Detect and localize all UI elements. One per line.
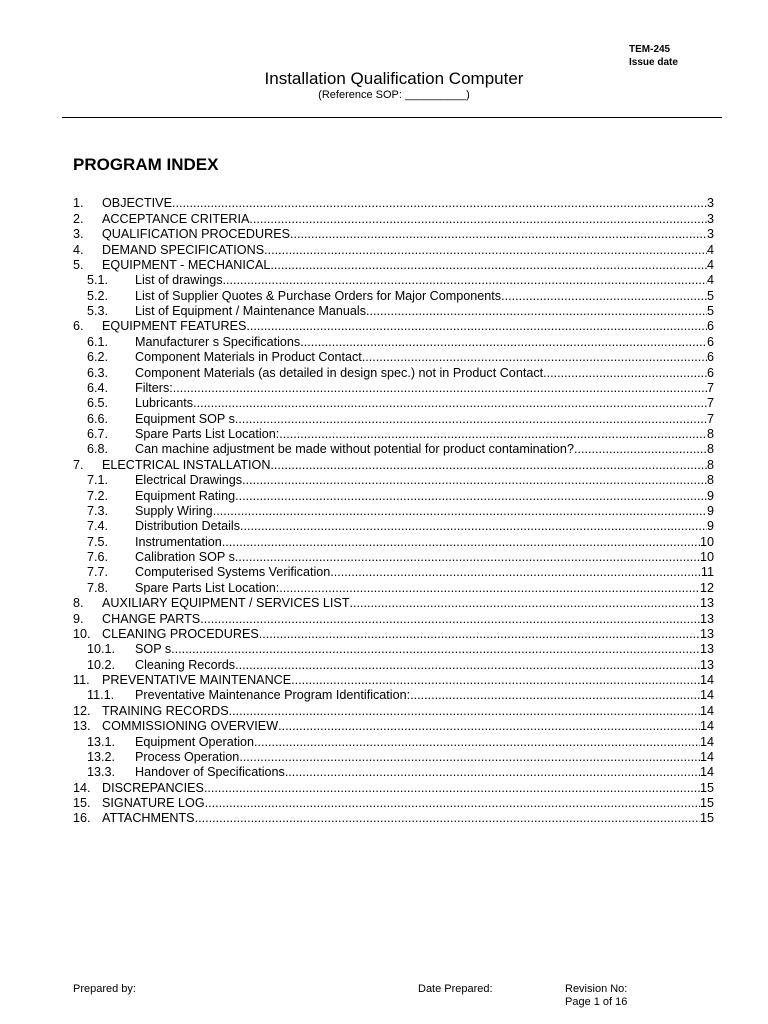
- toc-entry-page: 9: [706, 519, 714, 534]
- toc-entry-number: 5.: [73, 257, 84, 272]
- toc-entry-number: 10.2.: [87, 657, 116, 672]
- toc-dot-leader: [264, 243, 707, 258]
- toc-dot-leader: [223, 273, 707, 288]
- toc-entry-number: 9.: [73, 611, 84, 626]
- toc-entry[interactable]: [73, 811, 714, 826]
- toc-entry-page: 9: [706, 488, 714, 503]
- toc-entry-page: 7: [706, 396, 714, 411]
- toc-entry-label: Filters:: [135, 380, 173, 395]
- toc-entry[interactable]: [73, 304, 714, 319]
- toc-entry-number: 7.7.: [87, 565, 109, 580]
- footer-revision-no: Revision No:: [565, 983, 628, 995]
- toc-dot-leader: [300, 335, 707, 350]
- toc-entry-page: 14: [699, 673, 714, 687]
- toc-entry[interactable]: [73, 580, 714, 595]
- toc-dot-leader: [222, 535, 700, 550]
- toc-entry-page: 4: [706, 242, 714, 257]
- toc-entry-page: 7: [706, 380, 714, 395]
- toc-entry-label: Cleaning Records: [135, 657, 236, 672]
- toc-entry-page: 6: [706, 365, 714, 380]
- toc-entry-page: 15: [699, 796, 714, 810]
- table-of-contents: [73, 196, 714, 826]
- toc-entry-page: 12: [699, 580, 714, 595]
- toc-entry-label: Equipment SOP s: [135, 411, 235, 426]
- document-title: Installation Qualification Computer: [264, 69, 524, 88]
- toc-entry-label: DEMAND SPECIFICATIONS: [102, 242, 265, 257]
- toc-dot-leader: [195, 811, 700, 826]
- toc-dot-leader: [204, 781, 700, 796]
- toc-entry-label: Equipment Operation: [135, 734, 255, 749]
- toc-entry-number: 11.: [73, 673, 90, 687]
- toc-entry-number: 5.3.: [87, 304, 109, 318]
- toc-entry[interactable]: [73, 657, 714, 672]
- toc-entry-label: List of Equipment / Maintenance Manuals.: [135, 304, 370, 318]
- toc-dot-leader: [290, 227, 707, 242]
- toc-entry[interactable]: [73, 411, 714, 426]
- toc-dot-leader: [370, 304, 707, 319]
- toc-entry-page: 13: [699, 642, 714, 657]
- toc-entry-page: 4: [706, 257, 714, 272]
- toc-entry-page: 8: [706, 457, 714, 472]
- toc-entry-label: Calibration SOP s: [135, 550, 235, 564]
- toc-entry[interactable]: [73, 488, 714, 503]
- toc-dot-leader: [239, 750, 700, 765]
- toc-entry-label: CLEANING PROCEDURES: [102, 626, 259, 641]
- toc-entry[interactable]: [73, 334, 714, 349]
- toc-entry-page: 3: [706, 196, 714, 211]
- toc-entry-page: 13: [699, 657, 714, 672]
- toc-entry[interactable]: [73, 765, 714, 780]
- toc-entry-label: CHANGE PARTS: [102, 611, 201, 626]
- toc-entry-page: 7: [706, 411, 714, 426]
- toc-entry-page: 14: [699, 703, 714, 718]
- toc-dot-leader: [235, 658, 700, 673]
- toc-entry-number: 3.: [73, 227, 84, 242]
- toc-entry-number: 7.8.: [87, 580, 109, 595]
- toc-entry-label: Distribution Details: [135, 519, 240, 534]
- section-title: PROGRAM INDEX: [73, 155, 219, 174]
- toc-entry[interactable]: [73, 504, 714, 519]
- toc-entry[interactable]: [73, 427, 714, 442]
- toc-entry-label: Manufacturer s Specifications: [135, 334, 301, 349]
- toc-entry-label: List of Supplier Quotes & Purchase Orders for Major Components: [135, 288, 502, 303]
- toc-dot-leader: [246, 319, 707, 334]
- toc-entry-label: AUXILIARY EQUIPMENT / SERVICES LIST: [102, 596, 350, 611]
- toc-entry-number: 12.: [73, 703, 91, 718]
- toc-entry-page: 14: [699, 765, 714, 780]
- toc-entry-number: 13.2.: [87, 749, 116, 764]
- toc-entry-number: 6.8.: [87, 442, 109, 457]
- toc-entry-page: 11: [700, 565, 714, 580]
- toc-entry-label: QUALIFICATION PROCEDURES: [102, 227, 290, 242]
- toc-entry-page: 14: [699, 719, 714, 734]
- toc-dot-leader: [278, 719, 700, 734]
- toc-dot-leader: [200, 612, 700, 627]
- toc-entry[interactable]: [73, 627, 714, 642]
- toc-entry-number: 7.: [73, 457, 84, 472]
- toc-dot-leader: [229, 704, 700, 719]
- toc-entry-page: 6: [706, 350, 714, 365]
- toc-entry-label: Equipment Rating: [135, 488, 236, 503]
- toc-entry[interactable]: [73, 242, 714, 257]
- toc-entry-number: 7.5.: [87, 534, 109, 549]
- toc-dot-leader: [270, 458, 707, 473]
- toc-entry-label: COMMISSIONING OVERVIEW: [102, 719, 279, 734]
- toc-dot-leader: [235, 412, 707, 427]
- toc-entry-number: 7.6.: [87, 550, 109, 564]
- toc-entry-number: 6.: [73, 319, 84, 334]
- toc-dot-leader: [235, 489, 707, 504]
- toc-entry-number: 8.: [73, 596, 84, 611]
- toc-entry-page: 10: [699, 550, 714, 564]
- toc-entry-number: 1.: [73, 196, 84, 211]
- toc-entry-label: Process Operation: [135, 749, 240, 764]
- header-divider: [62, 117, 722, 118]
- toc-dot-leader: [249, 212, 707, 227]
- toc-entry[interactable]: [73, 534, 714, 549]
- toc-entry-label: TRAINING RECORDS: [102, 703, 229, 718]
- toc-entry-label: Lubricants: [135, 396, 194, 411]
- toc-entry-number: 13.3.: [87, 765, 116, 780]
- toc-entry-page: 5: [706, 304, 714, 318]
- toc-entry[interactable]: [73, 288, 714, 303]
- toc-dot-leader: [193, 396, 707, 411]
- toc-dot-leader: [330, 565, 701, 580]
- toc-entry[interactable]: [73, 703, 714, 718]
- toc-entry-label: PREVENTATIVE MAINTENANCE: [102, 673, 292, 687]
- toc-entry-number: 10.: [73, 626, 91, 641]
- toc-entry[interactable]: [73, 550, 714, 565]
- toc-dot-leader: [173, 381, 707, 396]
- reference-sop: (Reference SOP: __________): [318, 89, 470, 101]
- toc-entry-number: 5.1.: [87, 273, 109, 288]
- toc-entry-label: Preventative Maintenance Program Identification:: [135, 688, 411, 703]
- toc-entry-label: Electrical Drawings: [135, 473, 243, 488]
- toc-entry-label: OBJECTIVE: [102, 196, 172, 211]
- toc-dot-leader: [259, 627, 700, 642]
- toc-entry-label: ACCEPTANCE CRITERIA: [102, 211, 250, 226]
- toc-entry-page: 8: [706, 442, 714, 457]
- toc-entry-label: SIGNATURE LOG: [102, 796, 205, 810]
- toc-entry[interactable]: [73, 473, 714, 488]
- toc-entry-label: Spare Parts List Location:: [135, 580, 280, 595]
- toc-entry-label: ATTACHMENTS: [102, 811, 195, 826]
- toc-entry[interactable]: [73, 734, 714, 749]
- toc-entry[interactable]: [73, 196, 714, 211]
- toc-dot-leader: [350, 596, 700, 611]
- toc-entry-number: 13.1.: [87, 734, 116, 749]
- toc-entry-number: 14.: [73, 780, 91, 795]
- toc-dot-leader: [574, 442, 707, 457]
- toc-entry-page: 13: [699, 611, 714, 626]
- toc-entry[interactable]: [73, 642, 714, 657]
- footer-page-number: Page 1 of 16: [565, 996, 628, 1008]
- toc-dot-leader: [254, 735, 700, 750]
- toc-entry[interactable]: [73, 350, 714, 365]
- toc-entry[interactable]: [73, 611, 714, 626]
- toc-entry-label: Handover of Specifications: [135, 765, 285, 780]
- template-id: TEM-245: [629, 44, 671, 55]
- toc-entry-number: 2.: [73, 211, 84, 226]
- toc-entry-page: 13: [699, 596, 714, 611]
- toc-entry[interactable]: [73, 750, 714, 765]
- toc-entry-number: 11.1.: [87, 688, 115, 703]
- toc-entry-number: 5.2.: [87, 288, 109, 303]
- toc-entry-number: 6.1.: [87, 334, 109, 349]
- toc-entry-number: 6.7.: [87, 427, 109, 441]
- toc-entry[interactable]: [73, 365, 714, 380]
- toc-entry-page: 14: [699, 749, 714, 764]
- issue-date-label: Issue date: [629, 57, 678, 68]
- toc-entry[interactable]: [73, 227, 714, 242]
- toc-entry-number: 10.1.: [87, 642, 116, 657]
- toc-entry-number: 6.2.: [87, 350, 109, 365]
- toc-entry-number: 15.: [73, 796, 91, 810]
- toc-entry-number: 6.5.: [87, 396, 109, 411]
- toc-entry[interactable]: [73, 519, 714, 534]
- toc-dot-leader: [242, 473, 707, 488]
- toc-entry-page: 10: [699, 534, 714, 549]
- toc-entry[interactable]: [73, 719, 714, 734]
- toc-entry-number: 6.6.: [87, 411, 109, 426]
- toc-entry-page: 14: [699, 734, 714, 749]
- toc-dot-leader: [543, 366, 707, 381]
- toc-entry[interactable]: [73, 381, 714, 396]
- toc-entry-label: Supply Wiring: [135, 503, 213, 518]
- toc-entry-number: 7.2.: [87, 488, 109, 503]
- toc-entry[interactable]: [73, 396, 714, 411]
- footer-prepared-by: Prepared by:: [73, 983, 136, 995]
- template-id-block: [629, 43, 678, 69]
- toc-entry[interactable]: [73, 258, 714, 273]
- toc-entry-label: DISCREPANCIES: [102, 780, 204, 795]
- toc-dot-leader: [279, 427, 707, 442]
- toc-entry-number: 7.4.: [87, 519, 109, 534]
- toc-dot-leader: [362, 350, 707, 365]
- toc-entry-page: 15: [699, 811, 714, 826]
- toc-entry[interactable]: [73, 442, 714, 457]
- toc-dot-leader: [235, 550, 700, 565]
- toc-dot-leader: [213, 504, 707, 519]
- toc-entry-label: List of drawings: [135, 273, 223, 288]
- toc-entry-label: Component Materials in Product Contact: [135, 350, 362, 365]
- toc-entry[interactable]: [73, 796, 714, 811]
- toc-entry-label: Can machine adjustment be made without potential for product contamination?: [135, 442, 574, 457]
- toc-dot-leader: [291, 673, 700, 688]
- toc-entry[interactable]: [73, 211, 714, 226]
- toc-entry-number: 16.: [73, 811, 91, 826]
- toc-entry-label: Component Materials (as detailed in design spec.) not in Product Contact: [135, 365, 544, 380]
- toc-entry-number: 4.: [73, 242, 84, 257]
- toc-entry-number: 7.3.: [87, 503, 109, 518]
- toc-entry-label: ELECTRICAL INSTALLATION: [102, 457, 271, 472]
- toc-entry-number: 7.1.: [87, 473, 109, 488]
- toc-entry-page: 14: [699, 688, 714, 703]
- toc-entry-label: SOP s: [135, 642, 172, 657]
- toc-entry-page: 4: [706, 273, 714, 288]
- toc-dot-leader: [205, 796, 700, 811]
- toc-entry[interactable]: [73, 673, 714, 688]
- toc-entry-label: EQUIPMENT FEATURES: [102, 319, 247, 334]
- toc-dot-leader: [285, 765, 700, 780]
- toc-entry-label: EQUIPMENT - MECHANICAL: [102, 257, 271, 272]
- toc-entry-page: 3: [706, 211, 714, 226]
- toc-entry[interactable]: [73, 273, 714, 288]
- toc-dot-leader: [172, 196, 707, 211]
- toc-entry-page: 6: [706, 319, 714, 334]
- toc-dot-leader: [279, 581, 700, 596]
- toc-entry[interactable]: [73, 565, 714, 580]
- toc-entry-page: 5: [706, 288, 714, 303]
- toc-entry[interactable]: [73, 319, 714, 334]
- toc-entry-page: 13: [699, 626, 714, 641]
- toc-entry-page: 6: [706, 334, 714, 349]
- toc-dot-leader: [240, 519, 707, 534]
- toc-entry[interactable]: [73, 596, 714, 611]
- toc-entry[interactable]: [73, 688, 714, 703]
- toc-dot-leader: [410, 688, 700, 703]
- footer-date-prepared: Date Prepared:: [418, 983, 493, 995]
- toc-entry-page: 8: [706, 427, 714, 441]
- toc-entry-label: Spare Parts List Location:: [135, 427, 280, 441]
- toc-entry-page: 3: [706, 227, 714, 242]
- toc-entry-page: 8: [706, 473, 714, 488]
- toc-entry-page: 9: [706, 503, 714, 518]
- toc-entry[interactable]: [73, 780, 714, 795]
- toc-entry[interactable]: [73, 457, 714, 472]
- toc-dot-leader: [501, 289, 707, 304]
- toc-dot-leader: [171, 642, 700, 657]
- toc-entry-number: 6.3.: [87, 365, 109, 380]
- toc-entry-number: 13.: [73, 719, 91, 734]
- toc-entry-label: Instrumentation: [135, 534, 222, 549]
- toc-entry-number: 6.4.: [87, 380, 109, 395]
- toc-entry-page: 15: [699, 780, 714, 795]
- toc-entry-label: Computerised Systems Verification: [135, 565, 331, 580]
- toc-dot-leader: [270, 258, 707, 273]
